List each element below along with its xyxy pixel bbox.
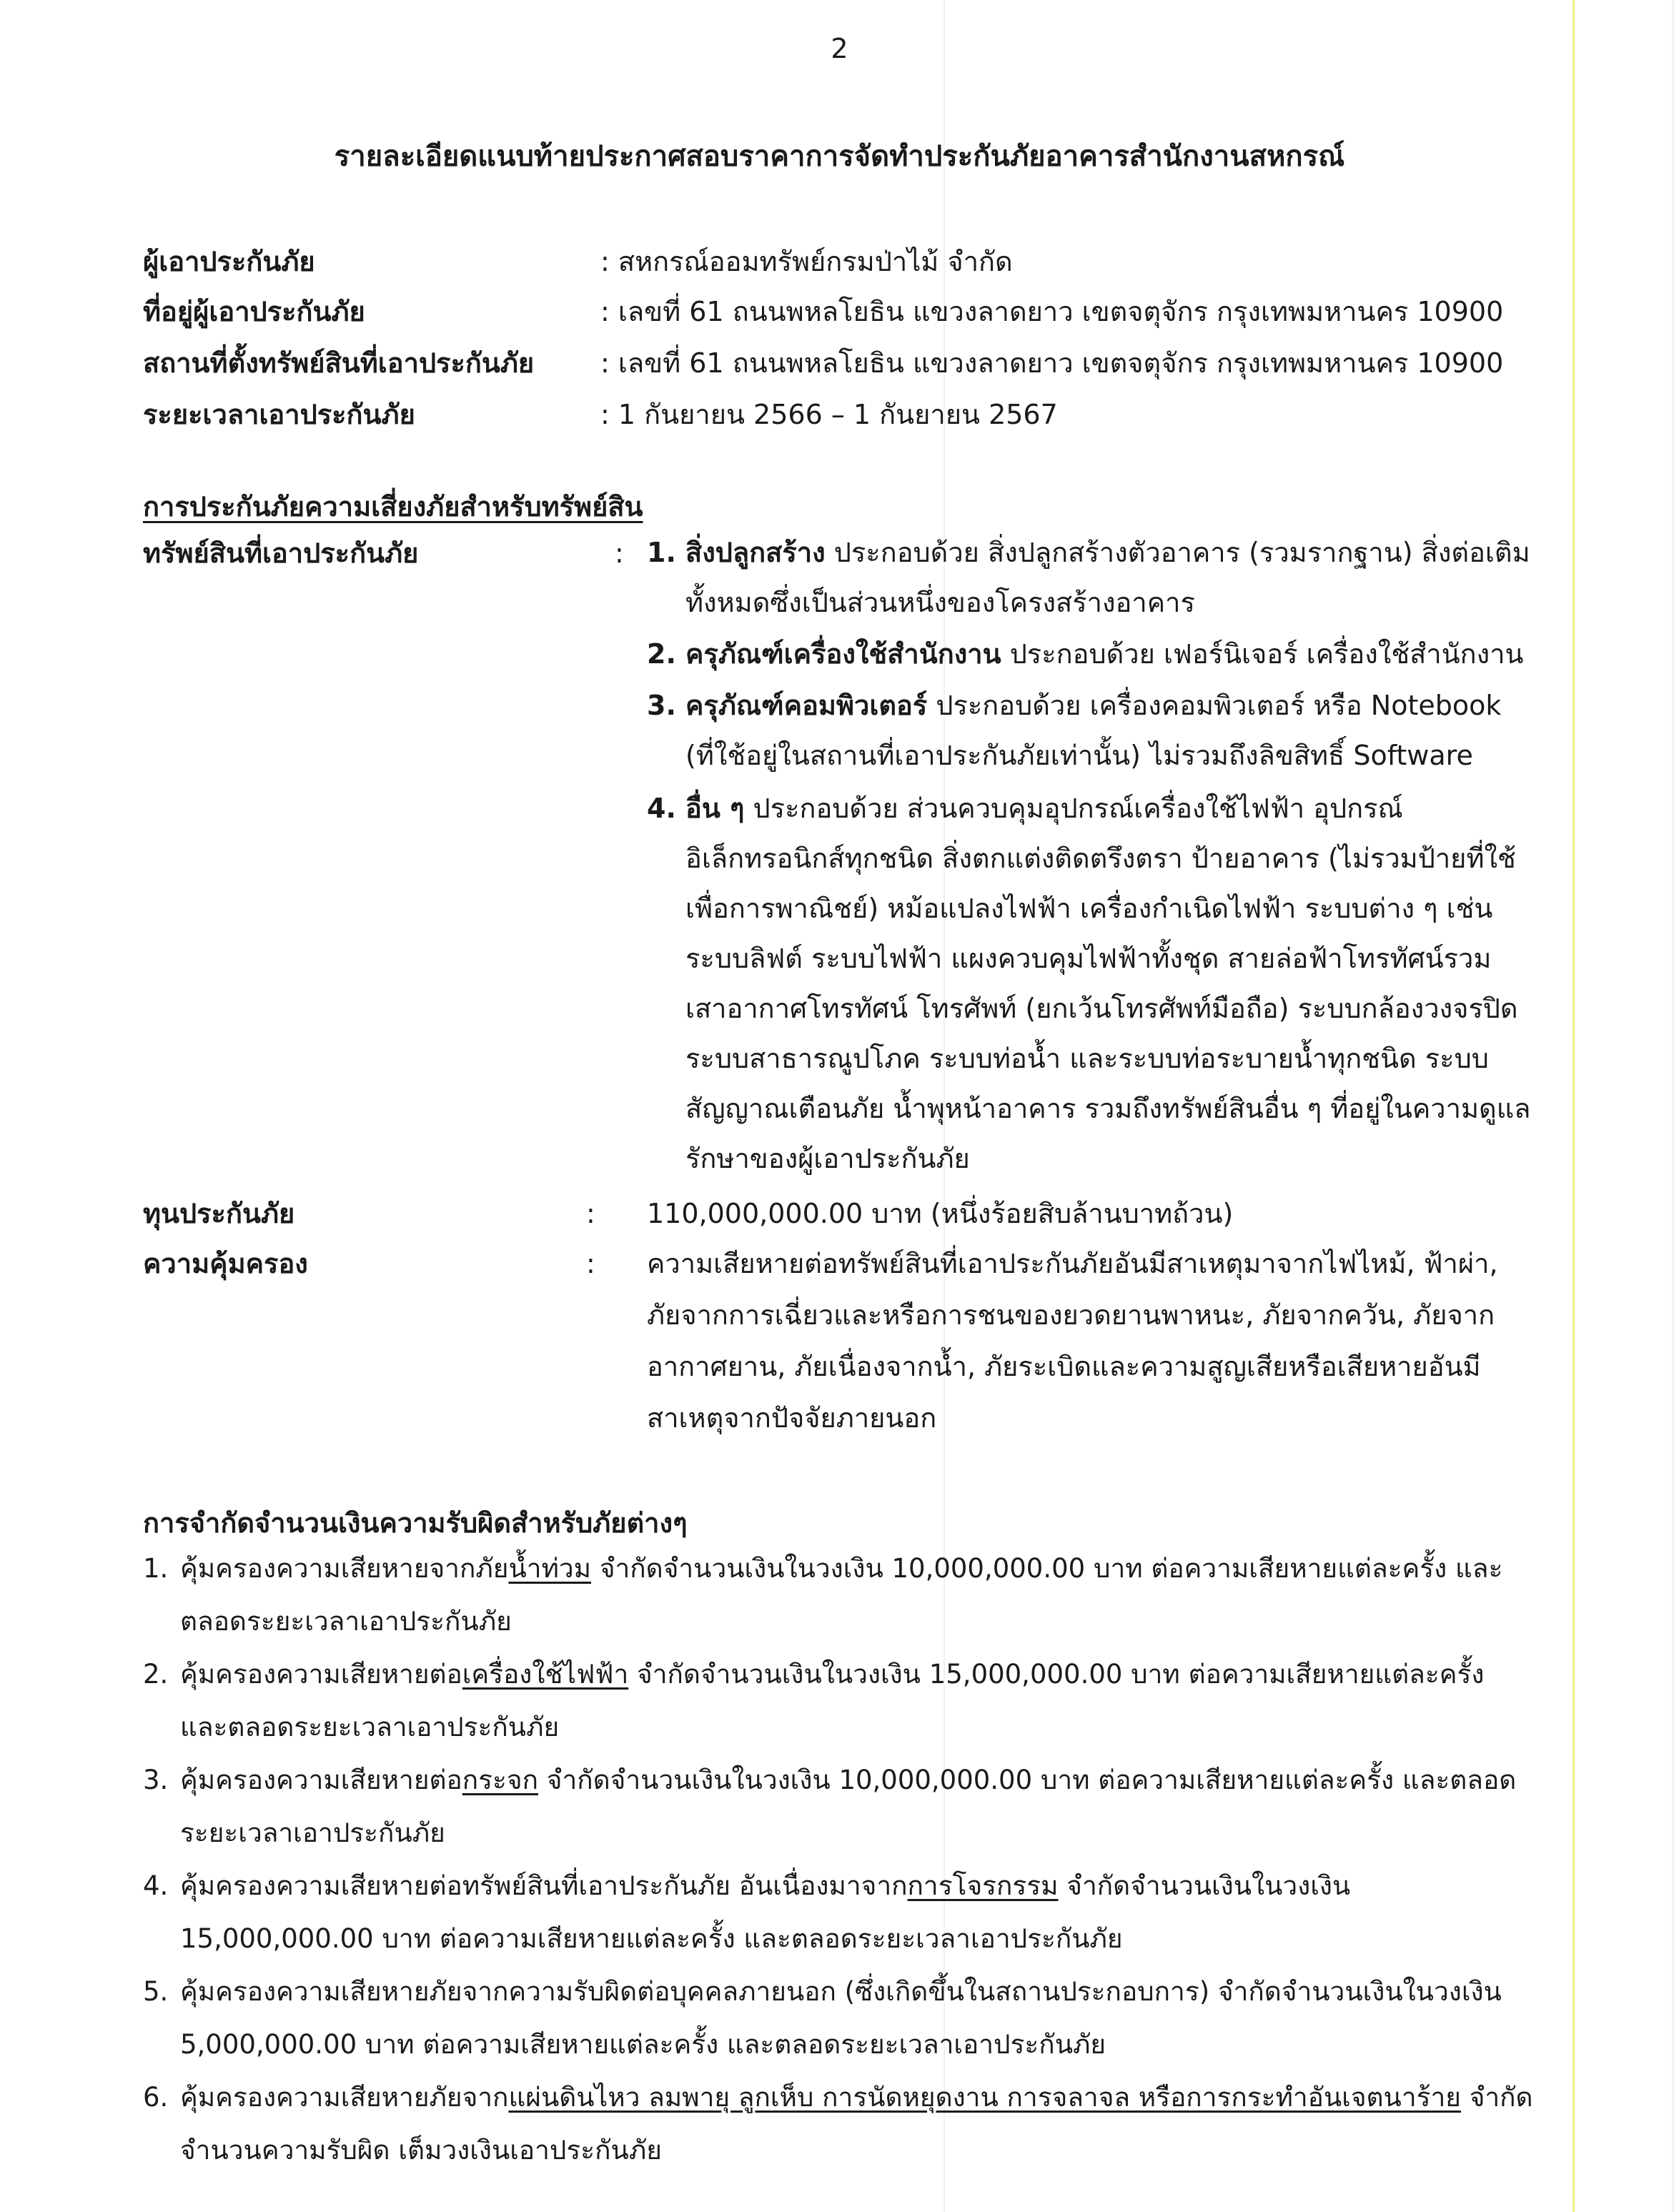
item-number: 3. — [647, 690, 676, 721]
colon: : — [615, 537, 624, 569]
info-value: : เลขที่ 61 ถนนพหลโยธิน แขวงลาดยาว เขตจตุจักร กรุงเทพมหานคร 10900 — [600, 296, 1504, 327]
info-row — [143, 396, 415, 433]
info-label: สถานที่ตั้งทรัพย์สินที่เอาประกันภัย — [143, 347, 535, 379]
scan-artifact-line — [1572, 0, 1575, 2212]
colon: : — [586, 1248, 595, 1279]
sum-insured-value: 110,000,000.00 บาท (หนึ่งร้อยสิบล้านบาทถ้วน) — [647, 1198, 1234, 1229]
document-title: รายละเอียดแนบท้ายประกาศสอบราคาการจัดทำประกันภัยอาคารสำนักงานสหกรณ์ — [334, 140, 1345, 173]
item-number: 4. — [647, 793, 676, 824]
item-number: 1. — [647, 537, 676, 568]
section-heading: การประกันภัยความเสี่ยงภัยสำหรับทรัพย์สิน — [143, 491, 643, 522]
coverage-label: ความคุ้มครอง — [143, 1248, 308, 1279]
page-number: 2 — [831, 33, 848, 64]
info-label: ที่อยู่ผู้เอาประกันภัย — [143, 296, 365, 327]
info-row — [143, 243, 315, 280]
insured-property-label: ทรัพย์สินที่เอาประกันภัย — [143, 537, 419, 569]
info-value: : 1 กันยายน 2566 – 1 กันยายน 2567 — [600, 399, 1058, 430]
scan-artifact-line — [1672, 0, 1675, 2212]
section-heading: การจำกัดจำนวนเงินความรับผิดสำหรับภัยต่างๆ — [143, 1507, 688, 1539]
info-value: : สหกรณ์ออมทรัพย์กรมป่าไม้ จำกัด — [600, 246, 1013, 277]
info-row — [143, 293, 365, 330]
item-text: อื่น ๆ ประกอบด้วย ส่วนควบคุมอุปกรณ์เครื่องใช้ไฟฟ้า อุปกรณ์อิเล็กทรอนิกส์ทุกชนิด สิ่งตกแต่งติดตรึงตรา ป้ายอาคาร (ไม่รวมป้ายที่ใช้เพื่อการพาณิชย์) หม้อแปลงไฟฟ้า เครื่องกำเนิดไฟฟ้า ระบบต่าง ๆ เช่น ระบบลิฟต์ ระบบไฟฟ้า แผงควบคุมไฟฟ้าทั้งชุด สายล่อฟ้าโทรทัศน์รวม เสาอากาศโทรทัศน์ โทรศัพท์ (ยกเว้นโทรศัพท์มือถือ) ระบบกล้องวงจรปิด ระบบสาธารณูปโภค ระบบท่อน้ำ และระบบท่อระบายน้ำทุกชนิด ระบบสัญญาณเตือนภัย น้ำพุหน้าอาคาร รวมถึงทรัพย์สินอื่น ๆ ที่อยู่ในความดูแลรักษาของผู้เอาประกันภัย — [685, 793, 1531, 1174]
info-label: ผู้เอาประกันภัย — [143, 246, 315, 277]
info-value: : เลขที่ 61 ถนนพหลโยธิน แขวงลาดยาว เขตจตุจักร กรุงเทพมหานคร 10900 — [600, 347, 1504, 379]
item-text: สิ่งปลูกสร้าง ประกอบด้วย สิ่งปลูกสร้างตัวอาคาร (รวมรากฐาน) สิ่งต่อเติมทั้งหมดซึ่งเป็นส่วนหนึ่งของโครงสร้างอาคาร — [685, 537, 1530, 618]
item-number: 2. — [647, 638, 676, 670]
info-label: ระยะเวลาเอาประกันภัย — [143, 399, 415, 430]
info-row — [143, 344, 534, 382]
sum-insured-label: ทุนประกันภัย — [143, 1198, 295, 1229]
item-text: ครุภัณฑ์เครื่องใช้สำนักงาน ประกอบด้วย เฟอร์นิเจอร์ เครื่องใช้สำนักงาน — [685, 638, 1524, 670]
colon: : — [586, 1198, 595, 1229]
coverage-value: ความเสียหายต่อทรัพย์สินที่เอาประกันภัยอันมีสาเหตุมาจากไฟไหม้, ฟ้าผ่า, ภัยจากการเฉี่ยวและหรือการชนของยวดยานพาหนะ, ภัยจากควัน, ภัยจากอากาศยาน, ภัยเนื่องจากน้ำ, ภัยระเบิดและความสูญเสียหรือเสียหายอันมีสาเหตุจากปัจจัยภายนอก — [647, 1248, 1498, 1434]
item-text: ครุภัณฑ์คอมพิวเตอร์ ประกอบด้วย เครื่องคอมพิวเตอร์ หรือ Notebook (ที่ใช้อยู่ในสถานที่เอาประกันภัยเท่านั้น) ไม่รวมถึงลิขสิทธิ์ Software — [685, 690, 1502, 771]
